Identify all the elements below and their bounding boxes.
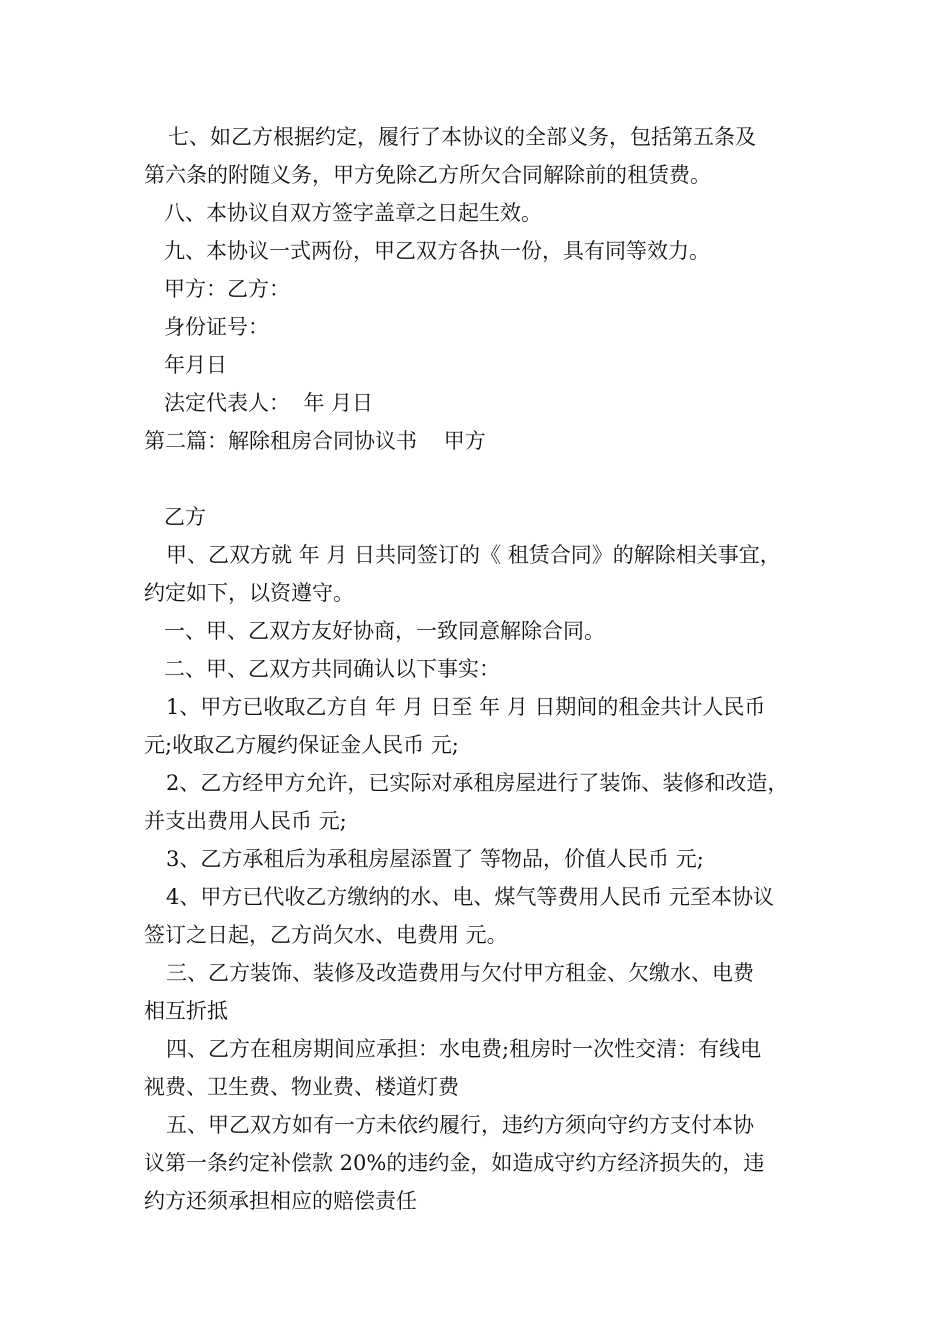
text-line: 一、甲、乙双方友好协商，一致同意解除合同。 bbox=[164, 619, 605, 643]
party-b-line: 乙方 bbox=[164, 505, 206, 529]
date-line: 年月日 bbox=[164, 353, 227, 377]
blank-line bbox=[144, 460, 814, 498]
legal-representative-line: 法定代表人： 年 月日 bbox=[164, 391, 374, 415]
text-line: 3、乙方承租后为承租房屋添置了 等物品，价值人民币 元; bbox=[166, 847, 704, 871]
text-line: 相互折抵 bbox=[144, 999, 228, 1023]
text-line: 签订之日起，乙方尚欠水、电费用 元。 bbox=[144, 923, 508, 947]
section-heading: 第二篇：解除租房合同协议书 甲方 bbox=[144, 429, 486, 453]
text-line: 第六条的附随义务，甲方免除乙方所欠合同解除前的租赁费。 bbox=[144, 163, 711, 187]
document-body bbox=[144, 118, 814, 1220]
text-line: 七、如乙方根据约定，履行了本协议的全部义务，包括第五条及 bbox=[168, 125, 756, 149]
text-line: 并支出费用人民币 元; bbox=[144, 809, 347, 833]
text-line: 九、本协议一式两份，甲乙双方各执一份，具有同等效力。 bbox=[164, 239, 710, 263]
text-line: 二、甲、乙双方共同确认以下事实： bbox=[164, 657, 500, 681]
text-line: 1、甲方已收取乙方自 年 月 日至 年 月 日期间的租金共计人民币 bbox=[166, 695, 766, 719]
text-line: 八、本协议自双方签字盖章之日起生效。 bbox=[164, 201, 542, 225]
text-line: 视费、卫生费、物业费、楼道灯费 bbox=[144, 1075, 459, 1099]
text-line: 五、甲乙双方如有一方未依约履行，违约方须向守约方支付本协 bbox=[166, 1113, 754, 1137]
text-line: 约方还须承担相应的赔偿责任 bbox=[144, 1189, 417, 1213]
text-line: 约定如下，以资遵守。 bbox=[144, 581, 354, 605]
text-line: 4、甲方已代收乙方缴纳的水、电、煤气等费用人民币 元至本协议 bbox=[166, 885, 775, 909]
text-line: 四、乙方在租房期间应承担：水电费;租房时一次性交清：有线电 bbox=[166, 1037, 762, 1061]
text-line: 甲、乙双方就 年 月 日共同签订的《 租赁合同》的解除相关事宜， bbox=[166, 543, 781, 567]
text-line: 元;收取乙方履约保证金人民币 元; bbox=[144, 733, 459, 757]
id-number-line: 身份证号： bbox=[164, 315, 269, 339]
text-line: 议第一条约定补偿款 20%的违约金，如造成守约方经济损失的，违 bbox=[144, 1151, 765, 1175]
signature-party-line: 甲方：乙方： bbox=[164, 277, 290, 301]
text-line: 2、乙方经甲方允许，已实际对承租房屋进行了装饰、装修和改造， bbox=[166, 771, 789, 795]
text-line: 三、乙方装饰、装修及改造费用与欠付甲方租金、欠缴水、电费 bbox=[166, 961, 754, 985]
